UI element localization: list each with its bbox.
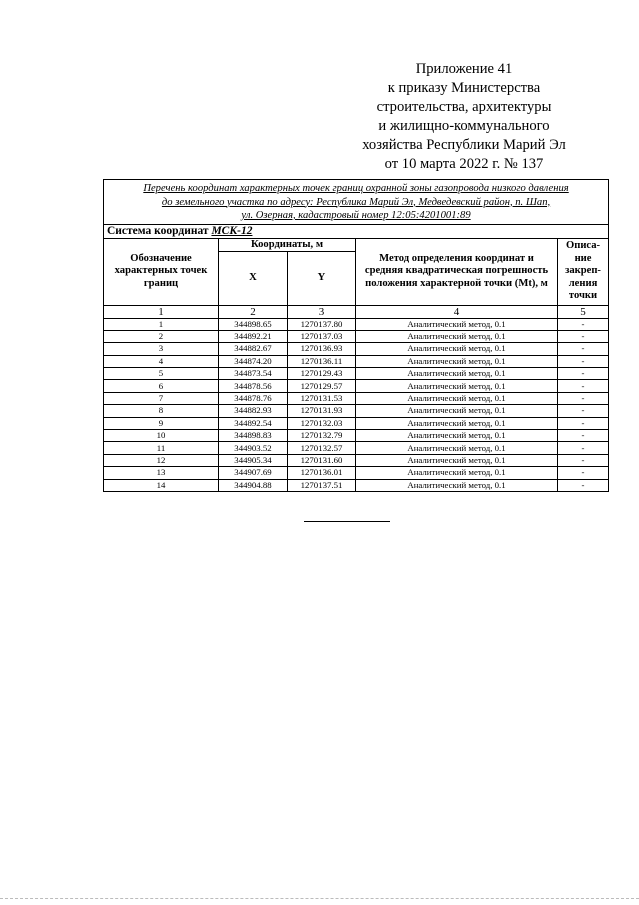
coordinate-system-label: Система координат bbox=[107, 224, 209, 237]
column-numbers-row bbox=[104, 305, 609, 318]
point-number-cell: 6 bbox=[104, 380, 219, 392]
method-cell: Аналитический метод, 0.1 bbox=[356, 330, 558, 342]
x-coordinate-cell: 344878.76 bbox=[219, 392, 288, 404]
method-cell: Аналитический метод, 0.1 bbox=[356, 355, 558, 367]
point-number-cell: 14 bbox=[104, 479, 219, 491]
point-number-cell: 5 bbox=[104, 368, 219, 380]
header-line: строительства, архитектуры bbox=[376, 99, 552, 115]
table-row bbox=[104, 467, 609, 479]
method-cell: Аналитический метод, 0.1 bbox=[356, 442, 558, 454]
y-coordinate-cell: 1270136.01 bbox=[288, 467, 356, 479]
x-coordinate-cell: 344903.52 bbox=[219, 442, 288, 454]
description-cell: - bbox=[558, 417, 609, 429]
description-cell: - bbox=[558, 380, 609, 392]
x-coordinate-cell: 344878.56 bbox=[219, 380, 288, 392]
method-cell: Аналитический метод, 0.1 bbox=[356, 343, 558, 355]
point-number-cell: 12 bbox=[104, 454, 219, 466]
table-row bbox=[104, 405, 609, 417]
document-header bbox=[360, 60, 568, 174]
table-row bbox=[104, 318, 609, 330]
description-cell: - bbox=[558, 368, 609, 380]
point-number-cell: 10 bbox=[104, 430, 219, 442]
column-number: 3 bbox=[288, 305, 356, 318]
header-line: от 10 марта 2022 г. № 137 bbox=[384, 156, 544, 172]
header-x: X bbox=[219, 252, 288, 305]
y-coordinate-cell: 1270136.11 bbox=[288, 355, 356, 367]
column-number: 1 bbox=[104, 305, 219, 318]
y-coordinate-cell: 1270131.93 bbox=[288, 405, 356, 417]
scan-edge-line bbox=[0, 898, 639, 899]
x-coordinate-cell: 344873.54 bbox=[219, 368, 288, 380]
y-coordinate-cell: 1270132.03 bbox=[288, 417, 356, 429]
description-cell: - bbox=[558, 330, 609, 342]
method-cell: Аналитический метод, 0.1 bbox=[356, 405, 558, 417]
coordinates-table-wrapper bbox=[103, 179, 608, 492]
point-number-cell: 11 bbox=[104, 442, 219, 454]
x-coordinate-cell: 344898.65 bbox=[219, 318, 288, 330]
point-number-cell: 3 bbox=[104, 343, 219, 355]
method-cell: Аналитический метод, 0.1 bbox=[356, 380, 558, 392]
x-coordinate-cell: 344882.93 bbox=[219, 405, 288, 417]
table-title-line: ул. Озерная, кадастровый номер 12:05:4201001:89 bbox=[241, 210, 471, 221]
y-coordinate-cell: 1270137.03 bbox=[288, 330, 356, 342]
y-coordinate-cell: 1270129.43 bbox=[288, 368, 356, 380]
table-row bbox=[104, 430, 609, 442]
table-row bbox=[104, 330, 609, 342]
method-cell: Аналитический метод, 0.1 bbox=[356, 368, 558, 380]
column-number: 4 bbox=[356, 305, 558, 318]
point-number-cell: 8 bbox=[104, 405, 219, 417]
table-row bbox=[104, 454, 609, 466]
table-title bbox=[104, 180, 609, 225]
header-description: Описа-ние закреп-ления точки bbox=[558, 238, 609, 305]
x-coordinate-cell: 344905.34 bbox=[219, 454, 288, 466]
header-line: Приложение 41 bbox=[415, 61, 513, 77]
table-title-line: до земельного участка по адресу: Республика Марий Эл, Медведевский район, п. Шап, bbox=[161, 196, 551, 208]
y-coordinate-cell: 1270131.60 bbox=[288, 454, 356, 466]
description-cell: - bbox=[558, 430, 609, 442]
point-number-cell: 4 bbox=[104, 355, 219, 367]
column-number: 2 bbox=[219, 305, 288, 318]
header-coordinates: Координаты, м bbox=[219, 238, 356, 252]
point-number-cell: 9 bbox=[104, 417, 219, 429]
table-row bbox=[104, 392, 609, 404]
description-cell: - bbox=[558, 467, 609, 479]
point-number-cell: 7 bbox=[104, 392, 219, 404]
description-cell: - bbox=[558, 405, 609, 417]
method-cell: Аналитический метод, 0.1 bbox=[356, 417, 558, 429]
description-cell: - bbox=[558, 343, 609, 355]
x-coordinate-cell: 344892.54 bbox=[219, 417, 288, 429]
table-title-line: Перечень координат характерных точек границ охранной зоны газопровода низкого давления bbox=[143, 183, 569, 194]
description-cell: - bbox=[558, 479, 609, 491]
y-coordinate-cell: 1270129.57 bbox=[288, 380, 356, 392]
method-cell: Аналитический метод, 0.1 bbox=[356, 392, 558, 404]
table-row bbox=[104, 442, 609, 454]
description-cell: - bbox=[558, 318, 609, 330]
description-cell: - bbox=[558, 355, 609, 367]
method-cell: Аналитический метод, 0.1 bbox=[356, 479, 558, 491]
y-coordinate-cell: 1270136.93 bbox=[288, 343, 356, 355]
header-line: хозяйства Республики Марий Эл bbox=[362, 137, 566, 153]
header-y: Y bbox=[288, 252, 356, 305]
coordinate-system-cell bbox=[104, 224, 609, 238]
x-coordinate-cell: 344907.69 bbox=[219, 467, 288, 479]
description-cell: - bbox=[558, 442, 609, 454]
x-coordinate-cell: 344904.88 bbox=[219, 479, 288, 491]
table-row bbox=[104, 417, 609, 429]
point-number-cell: 1 bbox=[104, 318, 219, 330]
table-row bbox=[104, 380, 609, 392]
table-row bbox=[104, 479, 609, 491]
signature-line bbox=[304, 521, 390, 522]
method-cell: Аналитический метод, 0.1 bbox=[356, 454, 558, 466]
description-cell: - bbox=[558, 392, 609, 404]
x-coordinate-cell: 344898.83 bbox=[219, 430, 288, 442]
coordinates-table bbox=[103, 179, 609, 492]
point-number-cell: 2 bbox=[104, 330, 219, 342]
method-cell: Аналитический метод, 0.1 bbox=[356, 467, 558, 479]
header-method: Метод определения координат и средняя квадратическая погрешность положения характерной точки (Mt), м bbox=[356, 238, 558, 305]
table-row bbox=[104, 355, 609, 367]
point-number-cell: 13 bbox=[104, 467, 219, 479]
y-coordinate-cell: 1270132.79 bbox=[288, 430, 356, 442]
x-coordinate-cell: 344892.21 bbox=[219, 330, 288, 342]
header-line: и жилищно-коммунального bbox=[378, 118, 550, 134]
description-cell: - bbox=[558, 454, 609, 466]
table-row bbox=[104, 343, 609, 355]
table-row bbox=[104, 368, 609, 380]
x-coordinate-cell: 344882.67 bbox=[219, 343, 288, 355]
y-coordinate-cell: 1270131.53 bbox=[288, 392, 356, 404]
x-coordinate-cell: 344874.20 bbox=[219, 355, 288, 367]
y-coordinate-cell: 1270132.57 bbox=[288, 442, 356, 454]
y-coordinate-cell: 1270137.51 bbox=[288, 479, 356, 491]
method-cell: Аналитический метод, 0.1 bbox=[356, 430, 558, 442]
y-coordinate-cell: 1270137.80 bbox=[288, 318, 356, 330]
header-line: к приказу Министерства bbox=[387, 80, 541, 96]
header-point-designation: Обозначение характерных точек границ bbox=[104, 238, 219, 305]
column-number: 5 bbox=[558, 305, 609, 318]
method-cell: Аналитический метод, 0.1 bbox=[356, 318, 558, 330]
coordinate-system-value: МСК-12 bbox=[211, 224, 253, 237]
